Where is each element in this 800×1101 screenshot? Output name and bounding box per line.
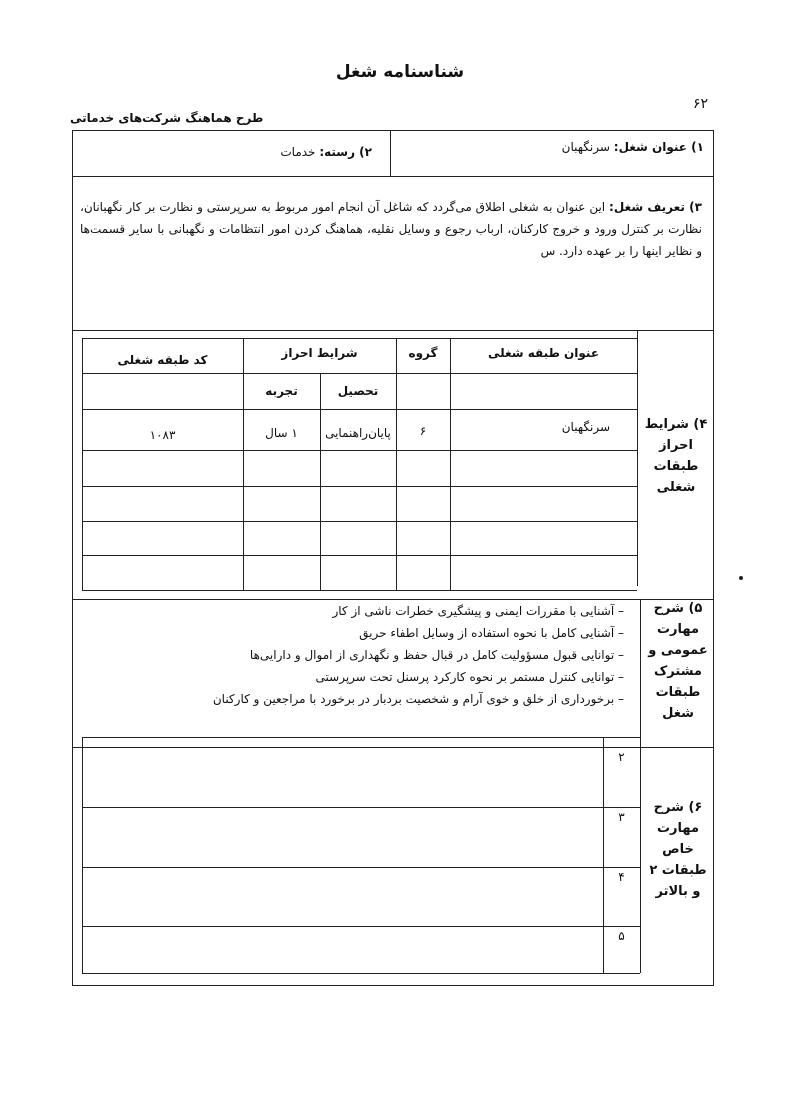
header-group: گروه [408, 346, 438, 360]
row-education: پایان‌راهنمایی [325, 426, 391, 440]
qualifications-section-label: ۴) شرایط احراز طبقات شغلی [644, 417, 708, 495]
qual-col-line-b [320, 373, 321, 590]
page-number: ۶۲ [692, 96, 708, 112]
section5-label-divider [640, 599, 641, 747]
general-skills-list [213, 600, 624, 710]
skill-item: – آشنایی با مقررات ایمنی و پیشگیری خطرات ناشی از کار [213, 600, 624, 622]
header-education: تحصیل [337, 384, 379, 398]
spec-row-line-4 [82, 973, 640, 974]
job-title-label: ۱) عنوان شغل: [613, 140, 704, 154]
skill-item: – برخورداری از خلق و خوی آرام و شخصیت بردبار در برخورد با مراجعین و کارکنان [213, 688, 624, 710]
job-title-field [562, 140, 704, 154]
spec-row-num: ۳ [618, 810, 625, 824]
header-requirements: شرایط احراز [281, 346, 358, 360]
qual-col-line-a [243, 338, 244, 590]
row1-bottom-line [72, 176, 714, 177]
category-label: ۲) رسته: [319, 145, 372, 159]
plan-title: طرح هماهنگ شرکت‌های خدماتی [70, 111, 264, 125]
general-skills-section-label: ۵) شرح مهارت عمومی و مشترک طبقات شغل [648, 601, 708, 721]
category-value: خدمات [280, 145, 316, 159]
qual-col-line-d [450, 338, 451, 590]
qual-row-line-5 [82, 590, 637, 591]
title-category-divider [390, 130, 391, 176]
job-title-value: سرنگهبان [561, 140, 610, 154]
qual-row-line-4 [82, 555, 637, 556]
qual-row-line-1 [82, 450, 637, 451]
row-class-code: ۱۰۸۳ [149, 428, 176, 442]
section4-label-divider [637, 330, 638, 586]
spec-row-line-1 [82, 807, 640, 808]
spec-row-num: ۲ [618, 750, 625, 764]
spec-row-line-2 [82, 867, 640, 868]
section5-bottom-line [72, 747, 714, 748]
header-experience: تجربه [265, 384, 298, 398]
header-class-title: عنوان طبقه شغلی [487, 346, 600, 360]
qual-col-line-c [396, 338, 397, 590]
header-class-code: کد طبقه شغلی [117, 353, 208, 367]
skill-item: – توانایی کنترل مستمر بر نحوه کارکرد پرسنل تحت سرپرستی [213, 666, 624, 688]
spec-col-line-left [82, 737, 83, 973]
qual-col-line-left [82, 338, 83, 590]
qual-header-line [82, 338, 637, 339]
skill-item: – توانایی قبول مسؤولیت کامل در قبال حفظ و نگهداری از اموال و دارایی‌ها [213, 644, 624, 666]
spec-row-line-3 [82, 926, 640, 927]
row-experience: ۱ سال [265, 426, 298, 440]
row-class-title: سرنگهبان [561, 420, 610, 434]
job-definition-label: ۳) تعریف شغل: [609, 200, 702, 214]
skill-item: – آشنایی کامل با نحوه استفاده از وسایل اطفاء حریق [213, 622, 624, 644]
row-group: ۶ [419, 424, 427, 438]
qual-row-line-2 [82, 486, 637, 487]
qual-row-line-3 [82, 521, 637, 522]
specific-skills-section-label: ۶) شرح مهارت خاص طبقات ۲ و بالاتر [649, 800, 707, 899]
margin-dot [739, 576, 743, 580]
row2-bottom-line [72, 330, 714, 331]
spec-row-num: ۵ [618, 929, 625, 943]
qual-subheader-line [82, 373, 637, 374]
section6-label-divider [640, 737, 641, 973]
section6-top-line [82, 737, 640, 738]
spec-row-num: ۴ [618, 870, 625, 884]
category-field [280, 145, 372, 159]
job-definition-text: این عنوان به شغلی اطلاق می‌گردد که شاغل آن انجام امور مربوط به سرپرستی و نظارت بر کار نگهبانان، نظارت بر کنترل ورود و خروج کارکنان، ارباب رجوع و وسایل نقلیه، هماهنگ کردن امور انتظامات و نگهبانی با سایر قسمت‌ها و نظایر اینها را بر عهده دارد. س [80, 200, 702, 258]
page-title: شناسنامه شغل [335, 62, 465, 82]
qual-subheader-bottom [82, 409, 637, 410]
job-definition [80, 196, 702, 262]
